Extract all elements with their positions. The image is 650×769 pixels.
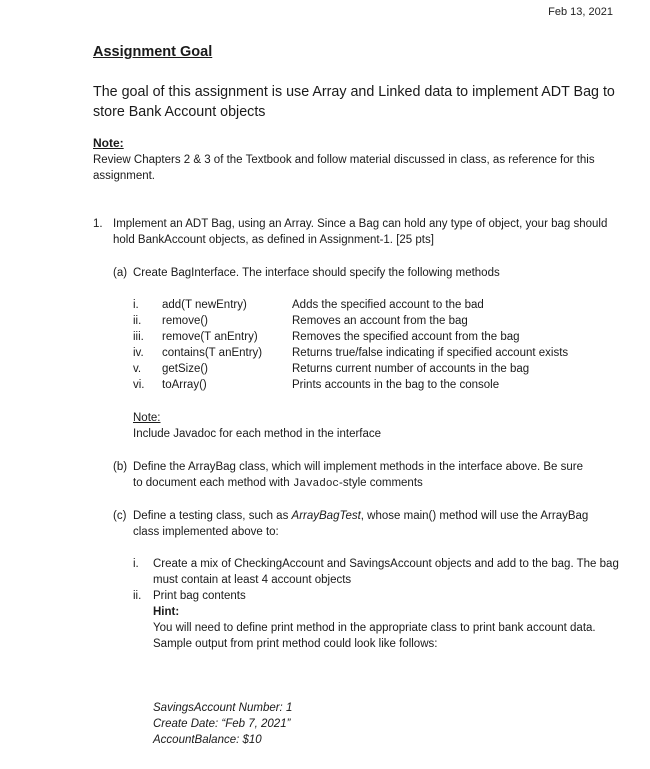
- arraybagtest-class-name: ArrayBagTest: [291, 510, 361, 522]
- part-c-text-line-1: [133, 508, 588, 524]
- part-c-item-num: ii.: [133, 590, 142, 602]
- part-a-note-heading: Note:: [133, 412, 161, 424]
- part-c-text-prefix: Define a testing class, such as: [133, 510, 292, 522]
- part-c-item-num: i.: [133, 558, 139, 570]
- method-desc: Removes an account from the bag: [292, 315, 468, 327]
- part-b-text-suffix: -style comments: [339, 477, 423, 489]
- part-c-item-text: Print bag contents: [153, 590, 246, 602]
- part-b-text-line-2: [133, 475, 423, 492]
- hint-text: You will need to define print method in the appropriate class to print bank account data. Sample output from print method could look like follows:: [153, 622, 596, 650]
- method-num: iii.: [133, 331, 144, 343]
- assignment-goal-text: The goal of this assignment is use Array and Linked data to implement ADT Bag to store Bank Account objects: [93, 84, 615, 120]
- part-a-note-text: Include Javadoc for each method in the interface: [133, 428, 382, 440]
- method-name: remove(T anEntry): [162, 331, 258, 343]
- part-c-item-text: Create a mix of CheckingAccount and SavingsAccount objects and add to the bag. The bag must contain at least 4 account objects: [153, 558, 619, 586]
- part-b-text-prefix: to document each method with: [133, 477, 293, 489]
- sample-output-line: AccountBalance: $10: [153, 734, 262, 746]
- task-1-number: 1.: [93, 218, 103, 230]
- method-desc: Adds the specified account to the bad: [292, 299, 484, 311]
- page-date: Feb 13, 2021: [548, 6, 613, 18]
- method-num: i.: [133, 299, 139, 311]
- part-b-text-line-1: Define the ArrayBag class, which will implement methods in the interface above. Be sure: [133, 461, 583, 473]
- hint-heading: Hint:: [153, 606, 180, 618]
- part-c-text-suffix: , whose main() method will use the ArrayBag: [360, 510, 589, 522]
- part-b-label: (b): [113, 461, 128, 473]
- note-text: Review Chapters 2 & 3 of the Textbook and follow material discussed in class, as reference for this assignment.: [93, 154, 595, 182]
- sample-output-line: Create Date: “Feb 7, 2021”: [153, 718, 291, 730]
- part-c-label: (c): [113, 510, 127, 522]
- assignment-goal-heading: Assignment Goal: [93, 44, 213, 60]
- method-num: iv.: [133, 347, 144, 359]
- note-heading: Note:: [93, 136, 124, 150]
- part-c-text-line-2: class implemented above to:: [133, 526, 279, 538]
- method-num: ii.: [133, 315, 142, 327]
- method-num: vi.: [133, 379, 145, 391]
- method-desc: Returns true/false indicating if specified account exists: [292, 347, 569, 359]
- method-name: remove(): [162, 315, 209, 327]
- method-name: toArray(): [162, 379, 207, 391]
- method-num: v.: [133, 363, 142, 375]
- part-a-label: (a): [113, 267, 128, 279]
- method-name: getSize(): [162, 363, 209, 375]
- method-desc: Removes the specified account from the bag: [292, 331, 520, 343]
- method-name: contains(T anEntry): [162, 347, 263, 359]
- method-desc: Returns current number of accounts in the bag: [292, 363, 530, 375]
- task-1-text: Implement an ADT Bag, using an Array. Since a Bag can hold any type of object, your bag should hold BankAccount objects, as defined in Assignment-1. [25 pts]: [113, 218, 608, 246]
- method-name: add(T newEntry): [162, 299, 247, 311]
- part-a-text: Create BagInterface. The interface should specify the following methods: [133, 267, 500, 279]
- javadoc-code: Javadoc: [292, 478, 340, 490]
- sample-output-line: SavingsAccount Number: 1: [153, 702, 293, 714]
- method-desc: Prints accounts in the bag to the console: [292, 379, 500, 391]
